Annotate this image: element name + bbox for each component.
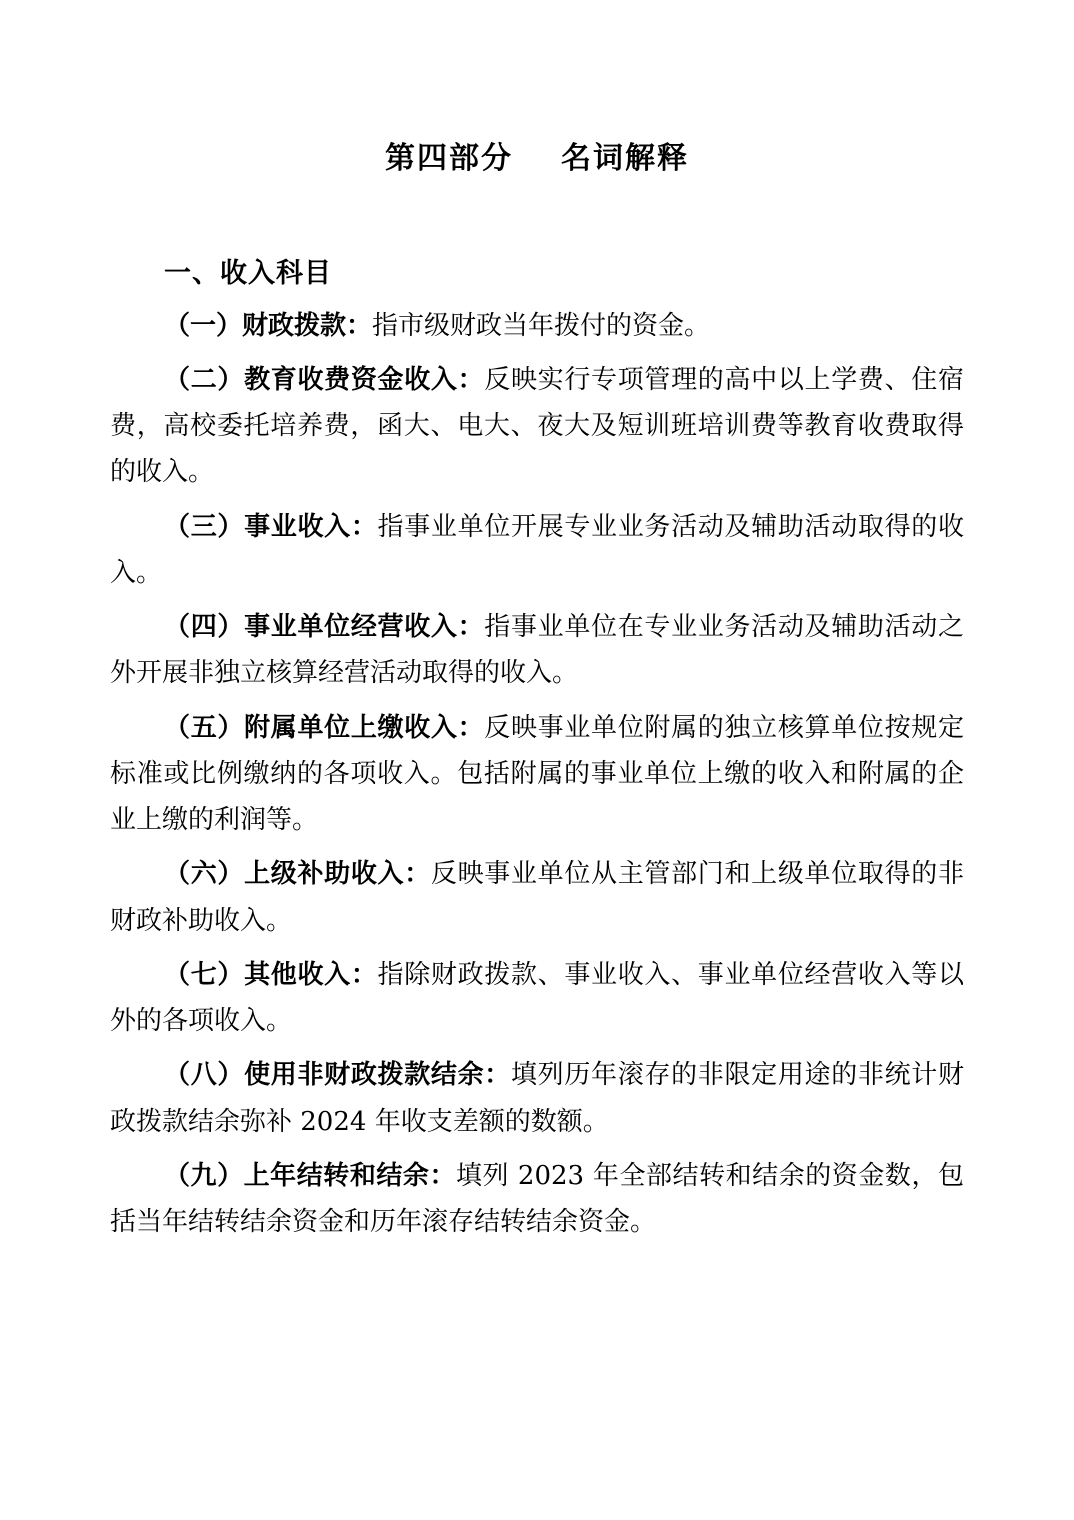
definition-item-6 — [110, 851, 964, 944]
definition-label: （一）财政拨款： — [164, 310, 373, 341]
definition-item-8 — [110, 1052, 964, 1145]
definition-item-7 — [110, 952, 964, 1045]
definition-item-9 — [110, 1153, 964, 1246]
definition-item-5 — [110, 705, 964, 844]
section-heading-income: 一、收入科目 — [164, 258, 332, 289]
page-title-subject: 名词解释 — [561, 141, 689, 176]
page-title-part: 第四部分 — [385, 141, 513, 176]
page-title — [110, 138, 964, 180]
definition-label: （五）附属单位上缴收入： — [164, 712, 485, 743]
definition-label: （六）上级补助收入： — [164, 859, 431, 890]
definition-item-3 — [110, 504, 964, 597]
definition-text: 填列 2023 年全部结转和结余的资金数，包括当年结转结余资金和历年滚存结转结余资金。 — [110, 1161, 964, 1238]
definition-label: （四）事业单位经营收入： — [164, 612, 485, 643]
definition-label: （九）上年结转和结余： — [164, 1161, 457, 1192]
definition-item-4 — [110, 604, 964, 697]
definition-text: 反映事业单位从主管部门和上级单位取得的非财政补助收入。 — [110, 859, 964, 936]
definition-text: 反映事业单位附属的独立核算单位按规定标准或比例缴纳的各项收入。包括附属的事业单位上缴的收入和附属的企业上缴的利润等。 — [110, 712, 964, 836]
definition-text: 指除财政拨款、事业收入、事业单位经营收入等以外的各项收入。 — [110, 959, 964, 1037]
definition-label: （三）事业收入： — [164, 511, 378, 542]
definition-text: 指事业单位在专业业务活动及辅助活动之外开展非独立核算经营活动取得的收入。 — [110, 612, 964, 689]
definition-item-2 — [110, 357, 964, 496]
definition-text: 反映实行专项管理的高中以上学费、住宿费，高校委托培养费，函大、电大、夜大及短训班培训费等教育收费取得的收入。 — [110, 364, 964, 488]
definition-item-1 — [110, 303, 964, 349]
definition-label: （八）使用非财政拨款结余： — [164, 1060, 511, 1091]
definition-text: 填列历年滚存的非限定用途的非统计财政拨款结余弥补 2024 年收支差额的数额。 — [110, 1060, 964, 1137]
definition-label: （七）其他收入： — [164, 959, 378, 990]
definition-text: 指事业单位开展专业业务活动及辅助活动取得的收入。 — [110, 511, 964, 588]
definition-text: 指市级财政当年拨付的资金。 — [372, 310, 711, 341]
definition-label: （二）教育收费资金收入： — [164, 364, 485, 395]
